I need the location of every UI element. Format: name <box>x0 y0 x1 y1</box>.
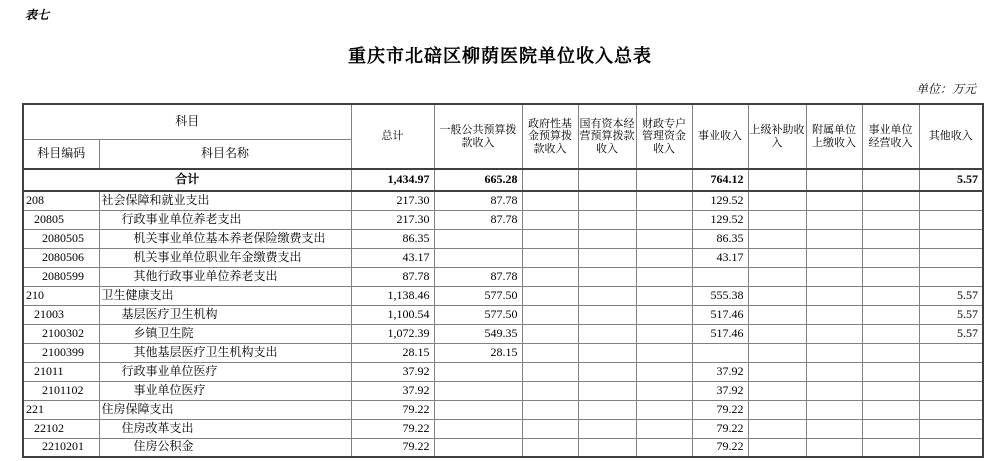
value-cell <box>748 438 806 457</box>
value-cell <box>578 438 636 457</box>
total-value-cell: 5.57 <box>919 169 983 191</box>
table-header <box>23 104 983 169</box>
total-value-cell <box>636 169 692 191</box>
value-cell <box>636 343 692 362</box>
value-cell <box>862 305 919 324</box>
value-cell <box>748 210 806 229</box>
subject-name-cell: 基层医疗卫生机构 <box>99 305 351 324</box>
value-cell <box>636 229 692 248</box>
table-row <box>23 362 983 381</box>
value-cell <box>748 191 806 210</box>
value-cell: 43.17 <box>692 248 748 267</box>
value-cell: 129.52 <box>692 210 748 229</box>
value-cell: 5.57 <box>919 324 983 343</box>
table-row <box>23 305 983 324</box>
value-cell <box>578 267 636 286</box>
value-cell <box>636 400 692 419</box>
table-row <box>23 286 983 305</box>
subject-name-cell: 行政事业单位养老支出 <box>99 210 351 229</box>
value-cell <box>862 362 919 381</box>
value-cell: 1,100.54 <box>351 305 434 324</box>
value-cell: 37.92 <box>692 362 748 381</box>
table-row <box>23 248 983 267</box>
value-cell <box>806 248 862 267</box>
value-cell <box>919 248 983 267</box>
value-cell: 577.50 <box>434 305 522 324</box>
value-cell: 1,072.39 <box>351 324 434 343</box>
value-cell <box>806 362 862 381</box>
subject-name-cell: 机关事业单位基本养老保险缴费支出 <box>99 229 351 248</box>
value-cell: 517.46 <box>692 305 748 324</box>
value-cell: 87.78 <box>434 267 522 286</box>
value-cell: 87.78 <box>434 191 522 210</box>
subject-name-cell: 行政事业单位医疗 <box>99 362 351 381</box>
value-cell <box>636 210 692 229</box>
value-cell <box>748 229 806 248</box>
value-cell <box>636 419 692 438</box>
header-column-2: 政府性基金预算拨款收入 <box>522 104 578 169</box>
value-cell <box>434 381 522 400</box>
value-cell <box>636 362 692 381</box>
value-cell: 86.35 <box>692 229 748 248</box>
value-cell <box>434 229 522 248</box>
value-cell <box>578 191 636 210</box>
value-cell: 79.22 <box>351 419 434 438</box>
subject-code-cell: 210 <box>23 286 99 305</box>
value-cell <box>748 324 806 343</box>
total-value-cell <box>578 169 636 191</box>
value-cell <box>522 305 578 324</box>
value-cell <box>578 419 636 438</box>
value-cell <box>578 400 636 419</box>
header-row-1 <box>23 104 983 139</box>
value-cell <box>748 381 806 400</box>
subject-name-cell: 住房公积金 <box>99 438 351 457</box>
value-cell: 577.50 <box>434 286 522 305</box>
table-row <box>23 343 983 362</box>
header-column-4: 财政专户管理资金收入 <box>636 104 692 169</box>
value-cell <box>862 229 919 248</box>
value-cell: 37.92 <box>692 381 748 400</box>
value-cell <box>578 343 636 362</box>
total-value-cell <box>522 169 578 191</box>
value-cell <box>578 229 636 248</box>
value-cell <box>806 419 862 438</box>
table-row <box>23 381 983 400</box>
value-cell <box>862 324 919 343</box>
subject-code-cell: 2210201 <box>23 438 99 457</box>
header-column-7: 附属单位上缴收入 <box>806 104 862 169</box>
value-cell: 79.22 <box>351 400 434 419</box>
value-cell <box>919 419 983 438</box>
value-cell <box>919 191 983 210</box>
value-cell <box>919 438 983 457</box>
table-row <box>23 191 983 210</box>
value-cell <box>522 381 578 400</box>
value-cell <box>522 191 578 210</box>
total-row-label: 合计 <box>23 169 351 191</box>
value-cell: 87.78 <box>434 210 522 229</box>
value-cell <box>806 267 862 286</box>
value-cell: 87.78 <box>351 267 434 286</box>
subject-name-cell: 其他行政事业单位养老支出 <box>99 267 351 286</box>
value-cell: 79.22 <box>351 438 434 457</box>
value-cell: 28.15 <box>434 343 522 362</box>
subject-name-cell: 乡镇卫生院 <box>99 324 351 343</box>
value-cell <box>862 438 919 457</box>
value-cell <box>806 191 862 210</box>
total-row <box>23 169 983 191</box>
unit-note: 单位：万元 <box>915 82 976 96</box>
value-cell <box>578 248 636 267</box>
subject-name-cell: 住房保障支出 <box>99 400 351 419</box>
value-cell <box>522 324 578 343</box>
value-cell <box>434 419 522 438</box>
header-column-8: 事业单位经营收入 <box>862 104 919 169</box>
value-cell <box>862 343 919 362</box>
subject-name-cell: 卫生健康支出 <box>99 286 351 305</box>
value-cell <box>578 381 636 400</box>
value-cell: 79.22 <box>692 419 748 438</box>
subject-code-cell: 22102 <box>23 419 99 438</box>
value-cell <box>862 400 919 419</box>
value-cell <box>806 400 862 419</box>
value-cell: 5.57 <box>919 305 983 324</box>
value-cell <box>806 343 862 362</box>
value-cell <box>636 248 692 267</box>
value-cell: 37.92 <box>351 362 434 381</box>
value-cell <box>522 343 578 362</box>
value-cell <box>806 305 862 324</box>
value-cell <box>522 267 578 286</box>
value-cell <box>862 419 919 438</box>
value-cell <box>748 286 806 305</box>
subject-code-cell: 2080505 <box>23 229 99 248</box>
value-cell: 37.92 <box>351 381 434 400</box>
value-cell <box>522 286 578 305</box>
total-value-cell <box>748 169 806 191</box>
table-row <box>23 324 983 343</box>
value-cell <box>806 286 862 305</box>
value-cell: 129.52 <box>692 191 748 210</box>
page-title: 重庆市北碚区柳荫医院单位收入总表 <box>348 46 652 66</box>
table-number-label: 表七 <box>25 8 50 22</box>
value-cell <box>862 381 919 400</box>
value-cell: 86.35 <box>351 229 434 248</box>
header-subject-name: 科目名称 <box>99 139 351 169</box>
table-body <box>23 169 983 457</box>
table-row <box>23 210 983 229</box>
subject-name-cell: 其他基层医疗卫生机构支出 <box>99 343 351 362</box>
header-column-3: 国有资本经营预算拨款收入 <box>578 104 636 169</box>
value-cell <box>434 438 522 457</box>
value-cell <box>919 210 983 229</box>
value-cell: 28.15 <box>351 343 434 362</box>
value-cell: 43.17 <box>351 248 434 267</box>
value-cell <box>636 267 692 286</box>
value-cell <box>636 191 692 210</box>
value-cell <box>919 400 983 419</box>
value-cell <box>919 343 983 362</box>
value-cell <box>862 210 919 229</box>
value-cell <box>862 286 919 305</box>
value-cell <box>522 400 578 419</box>
value-cell: 217.30 <box>351 210 434 229</box>
income-summary-table <box>22 103 984 458</box>
value-cell: 5.57 <box>919 286 983 305</box>
value-cell <box>862 267 919 286</box>
header-column-9: 其他收入 <box>919 104 983 169</box>
value-cell <box>434 248 522 267</box>
value-cell <box>919 362 983 381</box>
value-cell <box>434 400 522 419</box>
table-row <box>23 267 983 286</box>
table-row <box>23 419 983 438</box>
value-cell: 79.22 <box>692 438 748 457</box>
header-subject-group: 科目 <box>23 104 351 139</box>
value-cell <box>578 210 636 229</box>
value-cell <box>806 381 862 400</box>
subject-code-cell: 208 <box>23 191 99 210</box>
subject-code-cell: 21003 <box>23 305 99 324</box>
subject-code-cell: 2080599 <box>23 267 99 286</box>
subject-code-cell: 2100399 <box>23 343 99 362</box>
table-row <box>23 229 983 248</box>
header-column-0: 总计 <box>351 104 434 169</box>
value-cell: 549.35 <box>434 324 522 343</box>
subject-code-cell: 20805 <box>23 210 99 229</box>
value-cell <box>522 438 578 457</box>
total-value-cell <box>806 169 862 191</box>
value-cell <box>748 362 806 381</box>
value-cell <box>434 362 522 381</box>
value-cell <box>806 438 862 457</box>
subject-code-cell: 2101102 <box>23 381 99 400</box>
value-cell <box>578 305 636 324</box>
value-cell <box>919 229 983 248</box>
value-cell <box>636 305 692 324</box>
value-cell <box>919 267 983 286</box>
value-cell <box>748 267 806 286</box>
subject-code-cell: 221 <box>23 400 99 419</box>
value-cell <box>748 248 806 267</box>
value-cell <box>522 362 578 381</box>
subject-code-cell: 2080506 <box>23 248 99 267</box>
value-cell <box>636 438 692 457</box>
value-cell: 1,138.46 <box>351 286 434 305</box>
table-row <box>23 438 983 457</box>
value-cell <box>636 286 692 305</box>
value-cell <box>522 229 578 248</box>
total-value-cell: 665.28 <box>434 169 522 191</box>
value-cell: 79.22 <box>692 400 748 419</box>
value-cell <box>748 400 806 419</box>
subject-name-cell: 社会保障和就业支出 <box>99 191 351 210</box>
value-cell <box>748 419 806 438</box>
header-column-6: 上级补助收入 <box>748 104 806 169</box>
subject-name-cell: 住房改革支出 <box>99 419 351 438</box>
value-cell <box>919 381 983 400</box>
header-subject-code: 科目编码 <box>23 139 99 169</box>
value-cell: 217.30 <box>351 191 434 210</box>
total-value-cell: 1,434.97 <box>351 169 434 191</box>
value-cell <box>578 286 636 305</box>
value-cell <box>748 343 806 362</box>
total-value-cell <box>862 169 919 191</box>
value-cell <box>578 324 636 343</box>
value-cell <box>862 191 919 210</box>
subject-name-cell: 机关事业单位职业年金缴费支出 <box>99 248 351 267</box>
value-cell <box>522 210 578 229</box>
value-cell <box>806 229 862 248</box>
value-cell <box>692 267 748 286</box>
value-cell <box>522 419 578 438</box>
subject-name-cell: 事业单位医疗 <box>99 381 351 400</box>
value-cell <box>806 324 862 343</box>
table-row <box>23 400 983 419</box>
total-value-cell: 764.12 <box>692 169 748 191</box>
header-column-1: 一般公共预算拨款收入 <box>434 104 522 169</box>
value-cell <box>522 248 578 267</box>
value-cell <box>636 381 692 400</box>
value-cell <box>692 343 748 362</box>
value-cell <box>862 248 919 267</box>
subject-code-cell: 2100302 <box>23 324 99 343</box>
subject-code-cell: 21011 <box>23 362 99 381</box>
value-cell <box>636 324 692 343</box>
value-cell <box>806 210 862 229</box>
header-column-5: 事业收入 <box>692 104 748 169</box>
value-cell: 517.46 <box>692 324 748 343</box>
value-cell <box>578 362 636 381</box>
value-cell: 555.38 <box>692 286 748 305</box>
value-cell <box>748 305 806 324</box>
